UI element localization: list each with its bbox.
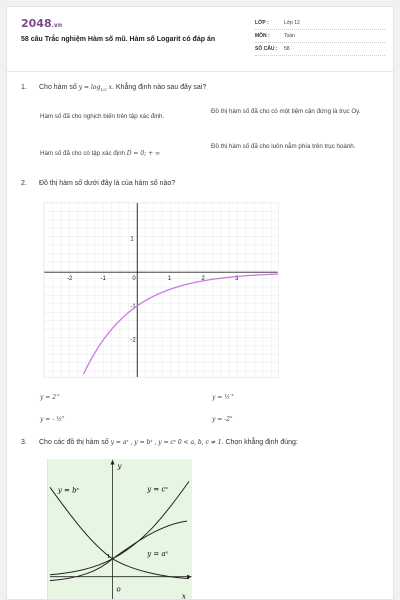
document-sheet	[6, 6, 394, 600]
q2-option-a[interactable]	[40, 389, 60, 403]
y-axis-label: y	[117, 462, 122, 471]
option-math: y = - ½	[40, 416, 62, 424]
q2-option-b[interactable]	[212, 389, 234, 403]
origin-label: o	[116, 585, 121, 594]
q2-option-c[interactable]	[40, 411, 64, 425]
curve-c	[50, 481, 189, 574]
curve-label-a: y = aˣ	[147, 549, 169, 558]
question-1-stem	[21, 84, 206, 92]
q1-option-b[interactable]: Đồ thị hàm số đã cho có một tiệm cận đứng là trục Oy.	[211, 108, 361, 115]
question-number: 2.	[21, 180, 27, 187]
stem-text: Cho các đồ thị hàm số	[39, 439, 109, 446]
question-2-stem	[21, 180, 175, 187]
document-title: 58 câu Trắc nghiệm Hàm số mũ. Hàm số Logarit có đáp án	[21, 36, 216, 43]
q1-option-c[interactable]	[40, 148, 210, 159]
meta-row-class	[255, 17, 385, 30]
log-func: y = log	[78, 84, 101, 91]
site-logo[interactable]	[21, 17, 62, 30]
function-graph	[43, 202, 279, 378]
question-number: 3.	[21, 439, 27, 446]
y-tick-label: -1	[130, 303, 136, 310]
option-math: D = 0; + ∞	[126, 150, 161, 157]
meta-value: Lớp 12	[284, 20, 300, 26]
question-number: 1.	[21, 84, 27, 91]
y-tick-label: -2	[130, 337, 136, 344]
logo-text: 2048	[21, 17, 52, 30]
meta-label: MÔN :	[255, 33, 270, 39]
function-curve	[83, 274, 278, 374]
meta-table	[255, 17, 385, 56]
option-text: Hàm số đã cho có tập xác định	[40, 150, 125, 157]
graph-axes	[44, 203, 277, 377]
x-tick-label: -2	[67, 276, 73, 283]
one-label: 1	[106, 552, 111, 560]
meta-label: LỚP :	[255, 20, 269, 26]
x-tick-label: 3	[235, 276, 239, 283]
x-tick-label: -1	[100, 276, 106, 283]
y-axis-arrow	[111, 460, 115, 465]
option-exponent: -x	[230, 392, 234, 397]
stem-text: . Khẳng định nào sau đây sai?	[112, 84, 207, 91]
option-exponent: x	[61, 414, 65, 419]
header-divider	[7, 71, 393, 72]
graph-tick-labels	[67, 237, 239, 344]
option-exponent: -x	[56, 392, 60, 397]
document-header	[7, 7, 393, 65]
q1-option-d[interactable]: Đồ thị hàm số đã cho luôn nằm phía trên trục hoành.	[211, 143, 356, 150]
y-tick-label: 1	[130, 236, 134, 243]
option-exponent: x	[230, 414, 233, 419]
logo-tld: .vn	[51, 22, 63, 29]
x-axis-arrow	[187, 575, 192, 579]
question-3-stem	[21, 439, 298, 446]
meta-row-count	[255, 43, 385, 56]
meta-row-subject	[255, 30, 385, 43]
log-arg: x	[106, 84, 113, 91]
curve-b	[50, 487, 189, 578]
stem-math: y = aˣ , y = bˣ , y = cˣ 0 < a, b, c ≠ 1	[110, 439, 222, 446]
log-base: 1/2	[100, 87, 107, 93]
stem-text: Đồ thị hàm số dưới đây là của hàm số nào?	[39, 180, 176, 187]
x-tick-label: 0	[132, 276, 136, 283]
exponential-curves-figure	[47, 459, 192, 600]
stem-math	[79, 84, 112, 91]
meta-value: 58	[284, 46, 290, 52]
meta-label: SỐ CÂU :	[255, 46, 278, 52]
stem-text: . Chọn khẳng định đúng:	[221, 439, 298, 446]
option-math: y = 2	[40, 394, 57, 402]
q2-option-d[interactable]	[212, 411, 232, 425]
stem-text: Cho hàm số	[39, 84, 77, 91]
curve-label-c: y = cˣ	[147, 485, 168, 494]
q1-option-a[interactable]: Hàm số đã cho nghịch biến trên tập xác định.	[40, 113, 165, 120]
x-axis-label: x	[182, 592, 186, 600]
meta-value: Toán	[284, 33, 295, 39]
graph-grid	[44, 203, 277, 377]
x-tick-label: 1	[167, 276, 172, 283]
x-tick-label: 2	[201, 276, 205, 283]
curve-label-b: y = bˣ	[57, 486, 79, 495]
option-math: y = ½	[212, 394, 231, 402]
option-math: y = -2	[212, 416, 231, 424]
